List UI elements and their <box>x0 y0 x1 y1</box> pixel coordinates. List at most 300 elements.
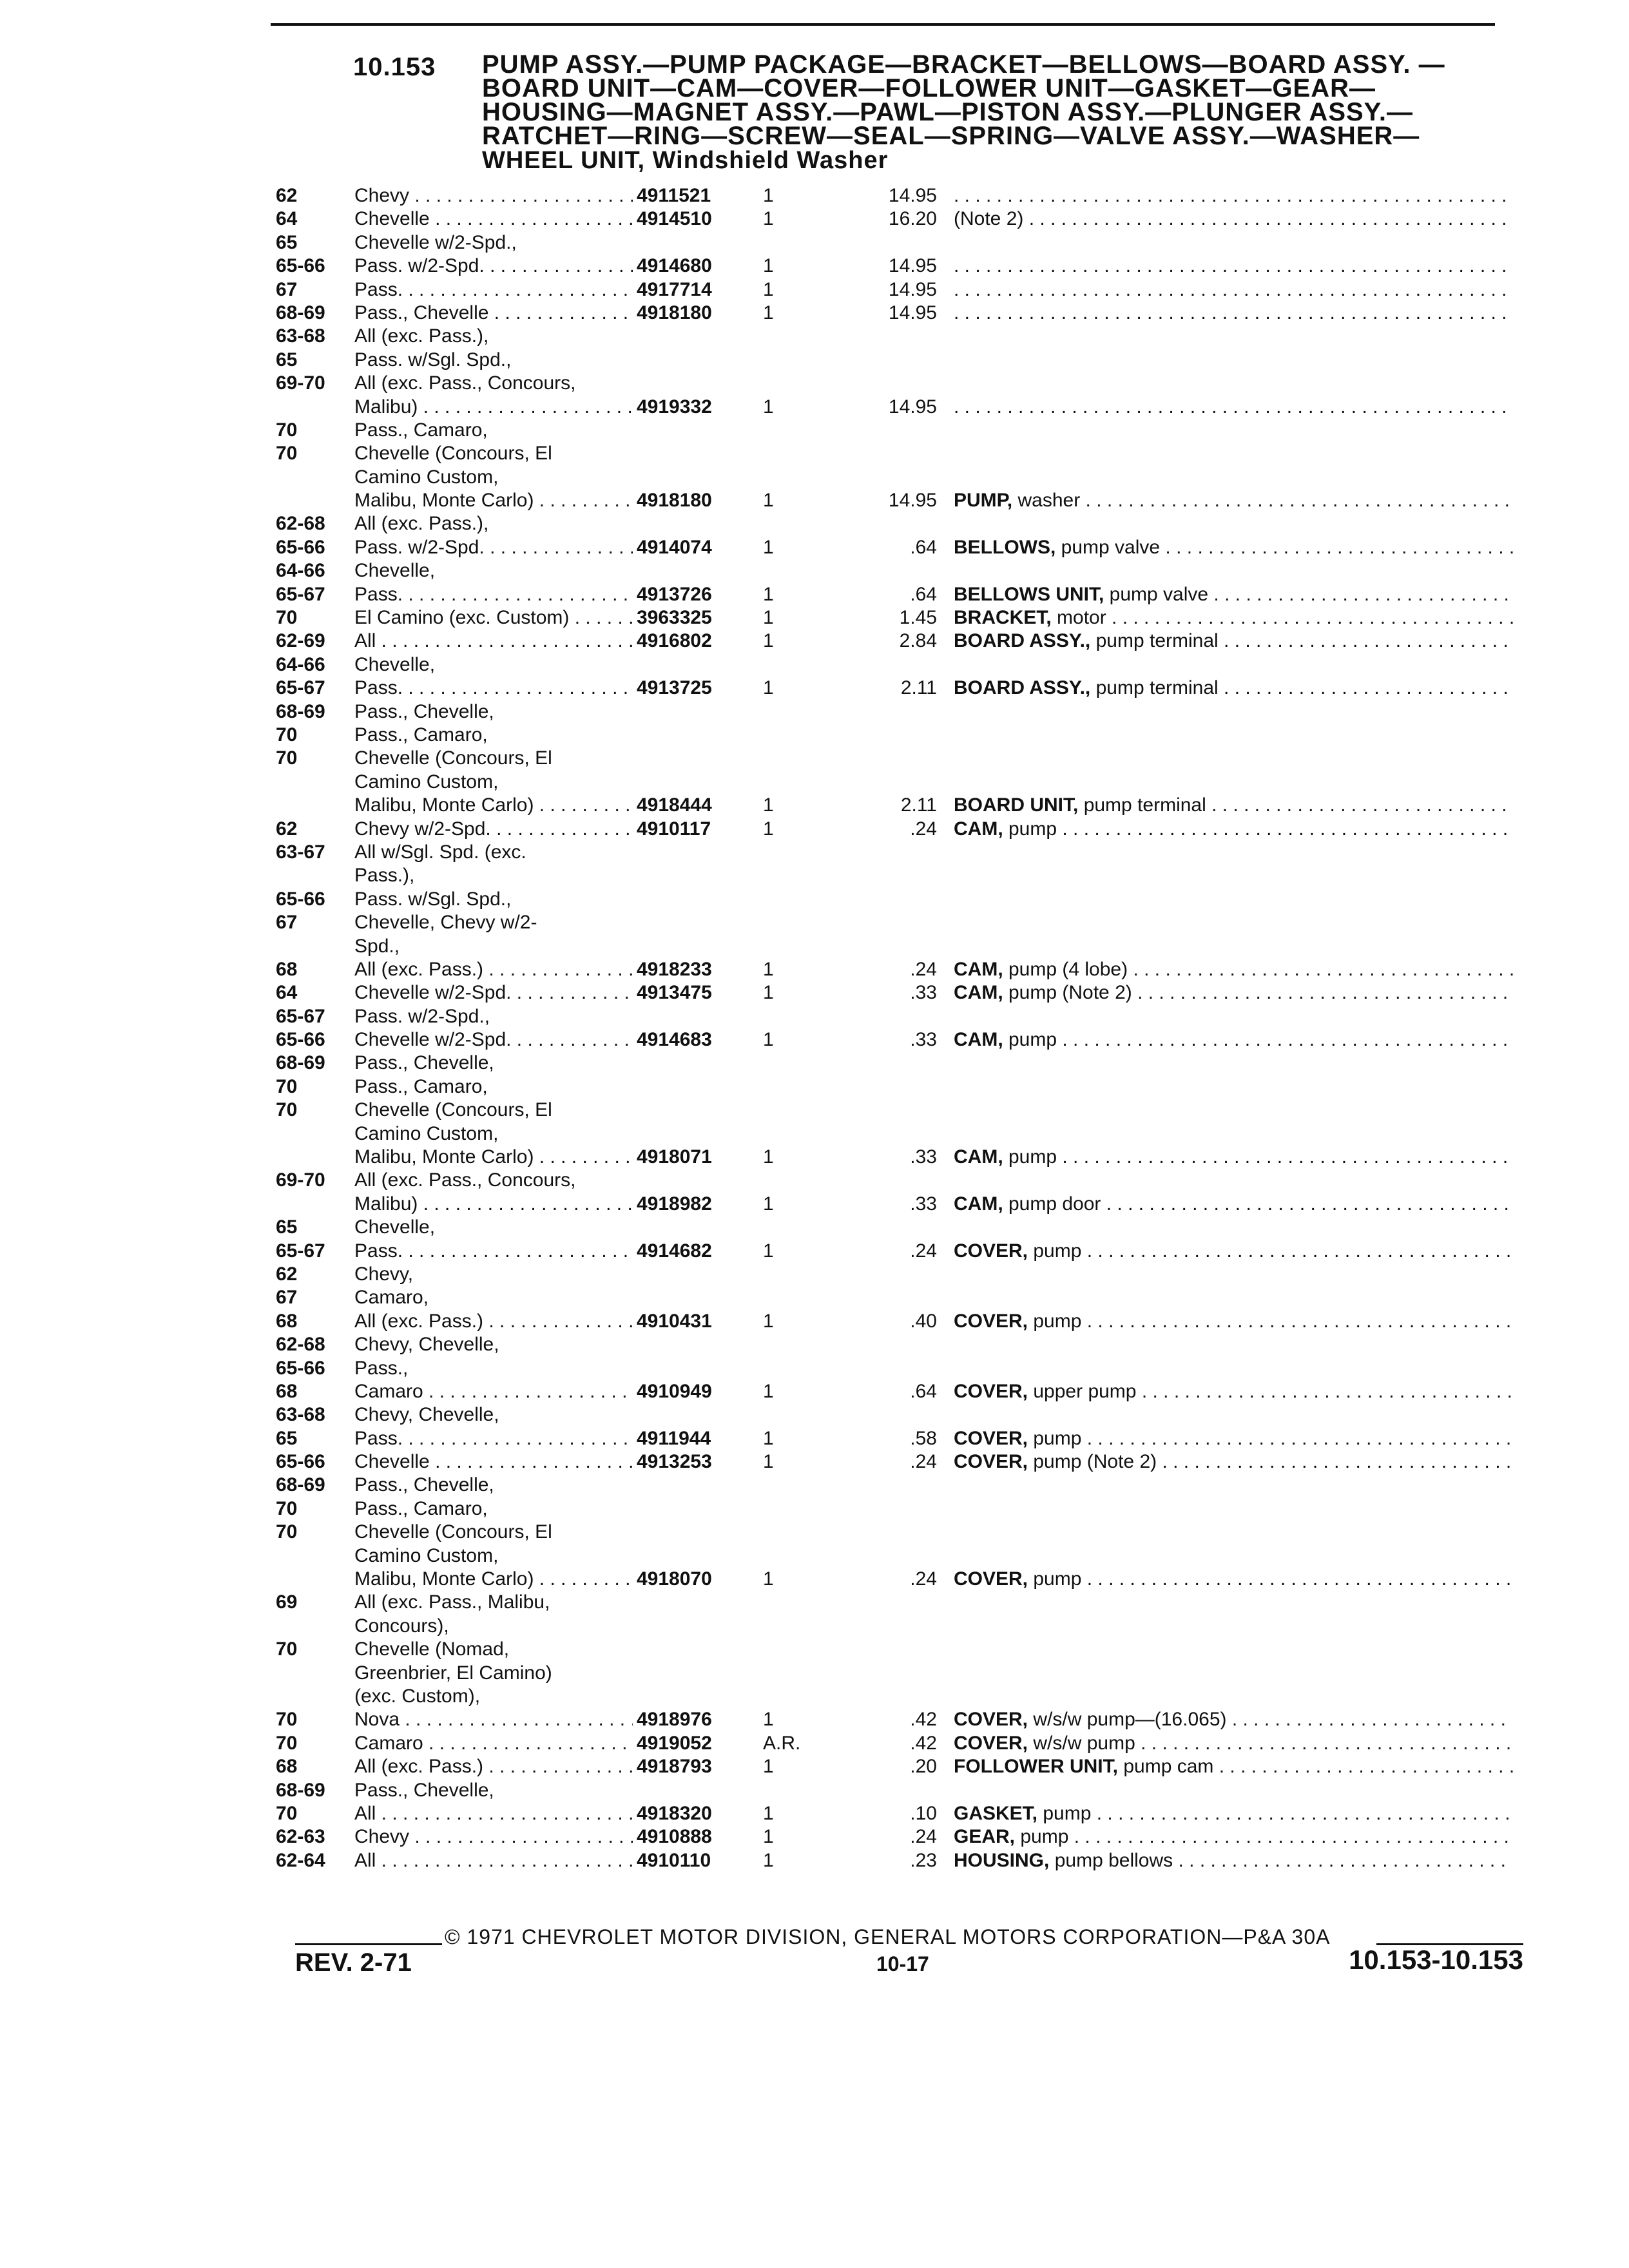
model-year: 68-69 <box>276 1052 325 1074</box>
price: 14.95 <box>888 185 937 206</box>
quantity: 1 <box>763 677 774 699</box>
model-year: 68 <box>276 1310 298 1332</box>
model-year: 67 <box>276 912 298 934</box>
application-text: Pass. w/2-Spd. <box>354 536 485 558</box>
application-text: Chevelle <box>354 208 430 230</box>
price: .24 <box>910 1568 937 1590</box>
application <box>354 1122 633 1146</box>
description-text: w/s/w pump <box>1033 1732 1135 1754</box>
table-row <box>276 1638 1513 1661</box>
description-name: CAM, <box>954 958 1003 980</box>
description <box>954 1380 1513 1403</box>
model-year: 68 <box>276 958 298 980</box>
application-text: Chevelle, <box>354 560 436 582</box>
table-row <box>276 184 1513 207</box>
quantity: 1 <box>763 1146 774 1168</box>
parts-list <box>276 184 1513 1872</box>
application <box>354 419 633 442</box>
table-row <box>276 255 1513 278</box>
application <box>354 1779 633 1802</box>
application-text: Chevy, Chevelle, <box>354 1404 499 1426</box>
description <box>954 396 1513 419</box>
application-text: Chevelle (Concours, El <box>354 1521 552 1543</box>
application <box>354 396 633 419</box>
model-year: 65 <box>276 349 298 370</box>
application-text: Chevelle, Chevy w/2- <box>354 912 537 934</box>
application <box>354 653 633 677</box>
description-text: (Note 2) <box>954 208 1024 230</box>
quantity: 1 <box>763 255 774 277</box>
model-year: 64 <box>276 208 298 230</box>
table-row <box>276 677 1513 700</box>
price: .24 <box>910 1826 937 1848</box>
part-number: 4918070 <box>637 1568 712 1590</box>
table-row <box>276 1708 1513 1731</box>
application <box>354 466 633 489</box>
model-year: 63-67 <box>276 841 325 863</box>
model-year: 65 <box>276 1216 298 1238</box>
description-text: pump <box>1033 1427 1082 1449</box>
application-text: Pass. w/Sgl. Spd., <box>354 888 512 910</box>
price: .58 <box>910 1427 937 1449</box>
application <box>354 442 633 465</box>
model-year: 70 <box>276 1732 298 1754</box>
table-row <box>276 958 1513 981</box>
description-name: BELLOWS, <box>954 536 1056 558</box>
application <box>354 349 633 372</box>
part-number: 4913725 <box>637 677 712 699</box>
application-text: Camino Custom, <box>354 466 499 488</box>
table-row <box>276 1544 1513 1568</box>
part-number: 4911944 <box>637 1427 711 1449</box>
description <box>954 629 1513 653</box>
application-text: All (exc. Pass., Malibu, <box>354 1591 550 1613</box>
table-row <box>276 207 1513 231</box>
price: 14.95 <box>888 255 937 277</box>
price: .42 <box>910 1732 937 1754</box>
table-row <box>276 981 1513 1004</box>
model-year: 68-69 <box>276 1474 325 1496</box>
application-text: Chevelle w/2-Spd., <box>354 231 517 253</box>
price: .24 <box>910 1240 937 1262</box>
model-year: 65-67 <box>276 1240 325 1262</box>
description-text: pump <box>1008 1146 1057 1168</box>
application-text: Pass., Camaro, <box>354 1497 488 1519</box>
description <box>954 1310 1513 1333</box>
table-row <box>276 1146 1513 1169</box>
application <box>354 1802 633 1825</box>
application-text: Pass., Chevelle, <box>354 700 494 722</box>
model-year: 67 <box>276 278 298 300</box>
table-row <box>276 1263 1513 1286</box>
model-year: 69-70 <box>276 372 325 394</box>
table-row <box>276 1591 1513 1614</box>
model-year: 63-68 <box>276 1404 325 1426</box>
description <box>954 1427 1513 1450</box>
application <box>354 1825 633 1849</box>
quantity: 1 <box>763 1802 774 1824</box>
application-text: (exc. Custom), <box>354 1686 481 1707</box>
part-number: 4910888 <box>637 1826 712 1848</box>
copyright-line: © 1971 CHEVROLET MOTOR DIVISION, GENERAL MOTORS CORPORATION—P&A 30A <box>445 1925 1331 1948</box>
description-text: motor <box>1057 607 1106 629</box>
price: .33 <box>910 1029 937 1051</box>
application <box>354 1708 633 1731</box>
application-text: Camaro <box>354 1732 423 1754</box>
part-number: 4913253 <box>637 1451 712 1473</box>
description-name: COVER, <box>954 1568 1028 1590</box>
application <box>354 207 633 231</box>
model-year: 68-69 <box>276 302 325 323</box>
price: .24 <box>910 818 937 840</box>
application <box>354 536 633 559</box>
application <box>354 818 633 841</box>
model-year: 62-68 <box>276 1334 325 1356</box>
description <box>954 1732 1513 1755</box>
table-row <box>276 841 1513 864</box>
application-text: Camino Custom, <box>354 1122 499 1144</box>
application-text: Pass., Chevelle, <box>354 1779 494 1801</box>
model-year: 67 <box>276 1287 298 1309</box>
application-text: Chevelle (Concours, El <box>354 1099 552 1121</box>
application-text: Pass. <box>354 1240 403 1262</box>
application-text: Pass. <box>354 583 403 605</box>
quantity: 1 <box>763 536 774 558</box>
description-text: pump <box>1008 1029 1057 1051</box>
section-range: 10.153-10.153 <box>1349 1945 1523 1975</box>
application <box>354 958 633 981</box>
price: .33 <box>910 1146 937 1168</box>
description <box>954 536 1513 559</box>
table-row <box>276 1052 1513 1075</box>
table-row <box>276 1075 1513 1099</box>
application <box>354 1474 633 1497</box>
quantity: 1 <box>763 302 774 323</box>
model-year: 70 <box>276 1639 298 1660</box>
part-number: 4918180 <box>637 302 712 323</box>
quantity: 1 <box>763 583 774 605</box>
application <box>354 1052 633 1075</box>
table-row <box>276 231 1513 255</box>
application-text: Malibu, Monte Carlo) <box>354 794 534 816</box>
price: 16.20 <box>888 208 937 230</box>
description <box>954 489 1513 512</box>
section-title <box>482 50 1487 174</box>
application-text: Chevy, <box>354 1263 414 1285</box>
table-row <box>276 1028 1513 1052</box>
price: .64 <box>910 583 937 605</box>
application-text: Camaro, <box>354 1287 429 1309</box>
model-year: 63-68 <box>276 325 325 347</box>
footer-rule-left <box>295 1943 442 1945</box>
description-name: CAM, <box>954 1193 1003 1215</box>
quantity: 1 <box>763 1756 774 1778</box>
application <box>354 1849 633 1872</box>
application-text: Camino Custom, <box>354 771 499 793</box>
part-number: 4917714 <box>637 278 712 300</box>
description-name: COVER, <box>954 1709 1028 1731</box>
table-row <box>276 1169 1513 1192</box>
description-name: CAM, <box>954 1029 1003 1051</box>
quantity: 1 <box>763 1310 774 1332</box>
application <box>354 771 633 794</box>
application <box>354 1568 633 1591</box>
description <box>954 1146 1513 1169</box>
part-number: 4918444 <box>637 794 712 816</box>
section-subtitle: WHEEL UNIT, Windshield Washer <box>482 147 889 174</box>
quantity: 1 <box>763 1193 774 1215</box>
application <box>354 1146 633 1169</box>
description <box>954 1708 1513 1731</box>
application <box>354 841 633 864</box>
description <box>954 1825 1513 1849</box>
part-number: 4910431 <box>637 1310 712 1332</box>
table-row <box>276 1216 1513 1239</box>
section-title-text: PUMP ASSY.—PUMP PACKAGE—BRACKET—BELLOWS—BOARD ASSY. —BOARD UNIT—CAM—COVER—FOLLOWER UNIT—GASKET—GEAR— HOUSING—MAGNET ASSY.—PAWL—PISTON ASSY.—PLUNGER ASSY.— RATCHET—RING—SCREW—SEAL—SPRING—VALVE ASSY.—WASHER— <box>482 50 1445 150</box>
description-name: BOARD ASSY., <box>954 630 1091 652</box>
description-text: pump <box>1043 1802 1092 1824</box>
table-row <box>276 1310 1513 1333</box>
table-row <box>276 653 1513 677</box>
part-number: 4919052 <box>637 1732 712 1754</box>
description-text: pump <box>1020 1826 1069 1848</box>
model-year: 64 <box>276 982 298 1004</box>
description <box>954 1240 1513 1263</box>
application <box>354 1497 633 1521</box>
description <box>954 958 1513 981</box>
description <box>954 818 1513 841</box>
section-number: 10.153 <box>353 53 436 81</box>
application-text: Chevelle <box>354 1451 430 1473</box>
application-text: All (exc. Pass., Concours, <box>354 1169 576 1191</box>
application-text: All <box>354 1802 376 1824</box>
application <box>354 1615 633 1638</box>
part-number: 4914682 <box>637 1240 712 1262</box>
application-text: Pass. w/2-Spd. <box>354 255 485 277</box>
application-text: Malibu, Monte Carlo) <box>354 1568 534 1590</box>
description-name: BOARD ASSY., <box>954 677 1091 699</box>
application-text: Pass., Chevelle, <box>354 1052 494 1074</box>
table-row <box>276 1427 1513 1450</box>
description-name: BELLOWS UNIT, <box>954 583 1104 605</box>
description <box>954 981 1513 1004</box>
application <box>354 981 633 1004</box>
application-text: All (exc. Pass., Concours, <box>354 372 576 394</box>
price: .10 <box>910 1802 937 1824</box>
table-row <box>276 466 1513 489</box>
table-row <box>276 724 1513 747</box>
application <box>354 1427 633 1450</box>
application-text: Malibu) <box>354 396 418 418</box>
table-row <box>276 771 1513 794</box>
part-number: 4918071 <box>637 1146 712 1168</box>
quantity: 1 <box>763 794 774 816</box>
table-row <box>276 1333 1513 1356</box>
application <box>354 1732 633 1755</box>
description-name: GASKET, <box>954 1802 1038 1824</box>
description-name: COVER, <box>954 1732 1028 1754</box>
table-row <box>276 1193 1513 1216</box>
application <box>354 911 633 934</box>
quantity: 1 <box>763 185 774 206</box>
price: .23 <box>910 1849 937 1871</box>
application-text: Spd., <box>354 935 400 957</box>
table-row <box>276 396 1513 419</box>
application <box>354 1662 633 1685</box>
price: .42 <box>910 1709 937 1731</box>
table-row <box>276 419 1513 442</box>
model-year: 62 <box>276 818 298 840</box>
description-name: CAM, <box>954 982 1003 1004</box>
application-text: Chevelle (Concours, El <box>354 747 552 769</box>
quantity: 1 <box>763 1849 774 1871</box>
part-number: 4918982 <box>637 1193 712 1215</box>
application-text: All (exc. Pass.) <box>354 1756 484 1778</box>
application-text: Pass. <box>354 278 403 300</box>
model-year: 69-70 <box>276 1169 325 1191</box>
application-text: All <box>354 1849 376 1871</box>
quantity: 1 <box>763 1380 774 1402</box>
application <box>354 372 633 395</box>
table-row <box>276 302 1513 325</box>
application <box>354 1263 633 1286</box>
application-text: Camino Custom, <box>354 1544 499 1566</box>
application <box>354 1333 633 1356</box>
description <box>954 606 1513 629</box>
application <box>354 606 633 629</box>
table-row <box>276 888 1513 911</box>
price: 2.11 <box>900 677 937 699</box>
application <box>354 231 633 255</box>
application-text: Pass. w/Sgl. Spd., <box>354 349 512 370</box>
table-row <box>276 1357 1513 1380</box>
model-year: 70 <box>276 607 298 629</box>
application <box>354 677 633 700</box>
description-text: pump <box>1033 1310 1082 1332</box>
model-year: 65-66 <box>276 1357 325 1379</box>
application-text: Nova <box>354 1709 400 1731</box>
application-text: Chevelle w/2-Spd. <box>354 982 512 1004</box>
price: .40 <box>910 1310 937 1332</box>
description <box>954 1755 1513 1778</box>
table-row <box>276 1685 1513 1708</box>
application <box>354 302 633 325</box>
model-year: 65 <box>276 1427 298 1449</box>
application <box>354 1450 633 1474</box>
application-text: Pass. <box>354 1427 403 1449</box>
model-year: 62 <box>276 1263 298 1285</box>
price: 14.95 <box>888 396 937 418</box>
table-row <box>276 372 1513 395</box>
part-number: 3963325 <box>637 607 712 629</box>
table-row <box>276 935 1513 958</box>
description-text: pump <box>1033 1240 1082 1262</box>
description-text: pump bellows <box>1054 1849 1173 1871</box>
price: 2.11 <box>900 794 937 816</box>
model-year: 62 <box>276 185 298 206</box>
model-year: 65-67 <box>276 677 325 699</box>
table-row <box>276 1099 1513 1122</box>
price: 1.45 <box>899 607 937 629</box>
price: .24 <box>910 958 937 980</box>
description-name: COVER, <box>954 1451 1028 1473</box>
quantity: 1 <box>763 1709 774 1731</box>
application <box>354 278 633 302</box>
application <box>354 724 633 747</box>
model-year: 68-69 <box>276 700 325 722</box>
description-text: upper pump <box>1033 1380 1137 1402</box>
description-text: pump valve <box>1109 583 1209 605</box>
application <box>354 1380 633 1403</box>
quantity: 1 <box>763 278 774 300</box>
model-year: 70 <box>276 1497 298 1519</box>
model-year: 65-66 <box>276 255 325 277</box>
model-year: 68-69 <box>276 1779 325 1801</box>
part-number: 4918233 <box>637 958 712 980</box>
table-row <box>276 1403 1513 1427</box>
page-number: 10-17 <box>876 1952 929 1975</box>
description <box>954 207 1513 231</box>
model-year: 70 <box>276 1709 298 1731</box>
model-year: 70 <box>276 1075 298 1097</box>
model-year: 65-66 <box>276 888 325 910</box>
application-text: Pass., Camaro, <box>354 1075 488 1097</box>
table-row <box>276 278 1513 302</box>
model-year: 69 <box>276 1591 298 1613</box>
price: 14.95 <box>888 490 937 512</box>
application-text: All (exc. Pass.), <box>354 325 489 347</box>
table-row <box>276 1380 1513 1403</box>
quantity: 1 <box>763 607 774 629</box>
application-text: Chevy <box>354 1826 410 1848</box>
application-text: All (exc. Pass.), <box>354 513 489 535</box>
price: .24 <box>910 1451 937 1473</box>
table-row <box>276 1450 1513 1474</box>
description-name: CAM, <box>954 1146 1003 1168</box>
part-number: 4918320 <box>637 1802 712 1824</box>
application-text: All (exc. Pass.) <box>354 958 484 980</box>
price: 14.95 <box>888 278 937 300</box>
application <box>354 935 633 958</box>
part-number: 4914683 <box>637 1029 712 1051</box>
part-number: 4914680 <box>637 255 712 277</box>
application-text: Pass. <box>354 677 403 699</box>
application-text: Malibu, Monte Carlo) <box>354 490 534 512</box>
quantity: 1 <box>763 396 774 418</box>
application-text: Concours), <box>354 1615 449 1637</box>
quantity: 1 <box>763 1240 774 1262</box>
part-number: 4918976 <box>637 1709 712 1731</box>
application <box>354 1028 633 1052</box>
description <box>954 1193 1513 1216</box>
description-name: COVER, <box>954 1380 1028 1402</box>
application-text: Chevelle, <box>354 1216 436 1238</box>
part-number: 4914074 <box>637 536 712 558</box>
application <box>354 583 633 606</box>
table-row <box>276 489 1513 512</box>
description <box>954 302 1513 325</box>
description-name: BOARD UNIT, <box>954 794 1079 816</box>
application-text: Chevelle, <box>354 653 436 675</box>
application <box>354 184 633 207</box>
application <box>354 559 633 582</box>
description <box>954 1568 1513 1591</box>
table-row <box>276 1779 1513 1802</box>
table-row <box>276 747 1513 770</box>
model-year: 65-67 <box>276 1005 325 1027</box>
description-text: washer <box>1017 490 1081 512</box>
application-text: All w/Sgl. Spd. (exc. <box>354 841 526 863</box>
